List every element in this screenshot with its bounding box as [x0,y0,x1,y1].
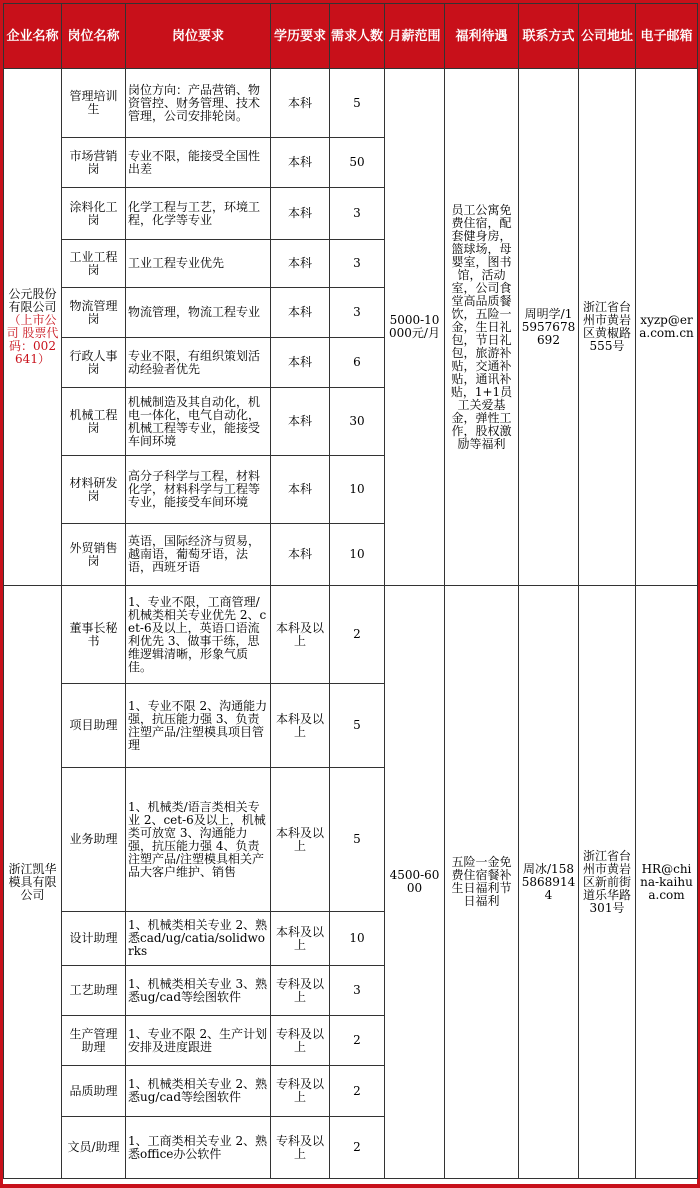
header-job-title: 岗位名称 [62,4,126,69]
job-headcount: 10 [330,524,385,586]
header-requirements: 岗位要求 [126,4,271,69]
job-title: 工艺助理 [62,966,126,1016]
salary-range: 5000-10000元/月 [385,69,445,586]
job-requirements: 1、工商类相关专业 2、熟悉office办公软件 [126,1117,271,1179]
job-headcount: 5 [330,684,385,768]
company-address: 浙江省台州市黄岩区新前街道乐华路301号 [579,586,636,1179]
job-title: 工业工程岗 [62,240,126,288]
job-headcount: 3 [330,288,385,338]
job-requirements: 机械制造及其自动化，机电一体化，电气自动化，机械工程等专业，能接受车间环境 [126,388,271,456]
company-email[interactable]: HR@china-kaihua.com [636,586,698,1179]
job-education: 专科及以上 [271,1016,330,1066]
table-row [4,69,698,138]
job-education: 本科 [271,69,330,138]
benefits: 员工公寓免费住宿，配套健身房，篮球场，母婴室，图书馆，活动室，公司食堂高品质餐饮，五险一金，生日礼包，节日礼包，旅游补贴，交通补贴，通讯补贴，1+1员工关爱基金，弹性工作，股权激励等福利 [445,69,519,586]
header-email: 电子邮箱 [636,4,698,69]
company-name-cell [4,586,62,1179]
job-education: 专科及以上 [271,966,330,1016]
company-address: 浙江省台州市黄岩区黄椒路555号 [579,69,636,586]
job-headcount: 5 [330,768,385,912]
job-title: 行政人事岗 [62,338,126,388]
job-headcount: 2 [330,1066,385,1117]
job-requirements: 1、专业不限 2、生产计划安排及进度跟进 [126,1016,271,1066]
job-title: 管理培训生 [62,69,126,138]
job-requirements: 物流管理，物流工程专业 [126,288,271,338]
job-education: 本科 [271,138,330,188]
table-row [4,586,698,684]
header-benefits: 福利待遇 [445,4,519,69]
job-title: 涂料化工岗 [62,188,126,240]
job-education: 本科及以上 [271,768,330,912]
job-title: 材料研发岗 [62,456,126,524]
header-company: 企业名称 [4,4,62,69]
job-requirements: 1、机械类相关专业 2、熟悉ug/cad等绘图软件 [126,1066,271,1117]
header-address: 公司地址 [579,4,636,69]
contact: 周明学/15957678692 [519,69,579,586]
company-email[interactable]: xyzp@era.com.cn [636,69,698,586]
job-headcount: 2 [330,586,385,684]
job-requirements: 英语，国际经济与贸易，越南语，葡萄牙语，法语，西班牙语 [126,524,271,586]
job-education: 本科 [271,524,330,586]
job-requirements: 高分子科学与工程，材料化学，材料科学与工程等专业，能接受车间环境 [126,456,271,524]
header-salary: 月薪范围 [385,4,445,69]
company-name: 公元股份有限公司 [8,287,57,314]
job-headcount: 30 [330,388,385,456]
job-title: 文员/助理 [62,1117,126,1179]
job-title: 董事长秘书 [62,586,126,684]
job-title: 项目助理 [62,684,126,768]
job-headcount: 3 [330,188,385,240]
job-title: 设计助理 [62,912,126,966]
job-title: 外贸销售岗 [62,524,126,586]
job-education: 本科 [271,388,330,456]
job-requirements: 1、机械类相关专业 3、熟悉ug/cad等绘图软件 [126,966,271,1016]
job-requirements: 化学工程与工艺，环境工程，化学等专业 [126,188,271,240]
job-education: 专科及以上 [271,1117,330,1179]
header-headcount: 需求人数 [330,4,385,69]
job-title: 业务助理 [62,768,126,912]
job-requirements: 专业不限，能接受全国性出差 [126,138,271,188]
job-education: 本科及以上 [271,586,330,684]
job-headcount: 10 [330,456,385,524]
job-title: 机械工程岗 [62,388,126,456]
job-title: 市场营销岗 [62,138,126,188]
header-row [4,4,698,69]
header-contact: 联系方式 [519,4,579,69]
contact: 周冰/15858689144 [519,586,579,1179]
job-education: 本科 [271,188,330,240]
job-headcount: 2 [330,1117,385,1179]
job-headcount: 50 [330,138,385,188]
job-education: 本科 [271,288,330,338]
recruitment-table [3,3,698,1179]
job-education: 本科 [271,456,330,524]
job-title: 物流管理岗 [62,288,126,338]
benefits: 五险一金免费住宿餐补生日福利节日福利 [445,586,519,1179]
job-requirements: 1、专业不限 2、沟通能力强，抗压能力强 3、负责注塑产品/注塑模具项目管理 [126,684,271,768]
salary-range: 4500-6000 [385,586,445,1179]
job-headcount: 6 [330,338,385,388]
job-requirements: 工业工程专业优先 [126,240,271,288]
header-education: 学历要求 [271,4,330,69]
job-education: 本科及以上 [271,912,330,966]
company-listing-note: （上市公司 股票代码：002641） [6,313,59,366]
job-headcount: 3 [330,240,385,288]
job-requirements: 1、机械类/语言类相关专业 2、cet-6及以上，机械类可放宽 3、沟通能力强，抗压能力强 4、负责注塑产品/注塑模具相关产品大客户维护、销售 [126,768,271,912]
job-headcount: 10 [330,912,385,966]
job-requirements: 1、机械类相关专业 2、熟悉cad/ug/catia/solidworks [126,912,271,966]
job-requirements: 岗位方向：产品营销、物资管控、财务管理、技术管理，公司安排轮岗。 [126,69,271,138]
job-education: 本科 [271,240,330,288]
recruitment-sheet [3,3,697,1184]
job-title: 品质助理 [62,1066,126,1117]
company-name-cell [4,69,62,586]
job-education: 专科及以上 [271,1066,330,1117]
job-headcount: 2 [330,1016,385,1066]
company-name: 浙江凯华模具有限公司 [8,861,57,902]
job-headcount: 3 [330,966,385,1016]
job-headcount: 5 [330,69,385,138]
job-requirements: 专业不限，有组织策划活动经验者优先 [126,338,271,388]
job-education: 本科及以上 [271,684,330,768]
job-education: 本科 [271,338,330,388]
job-requirements: 1、专业不限，工商管理/机械类相关专业优先 2、cet-6及以上，英语口语流利优先 3、做事干练，思维逻辑清晰，形象气质佳。 [126,586,271,684]
job-title: 生产管理助理 [62,1016,126,1066]
